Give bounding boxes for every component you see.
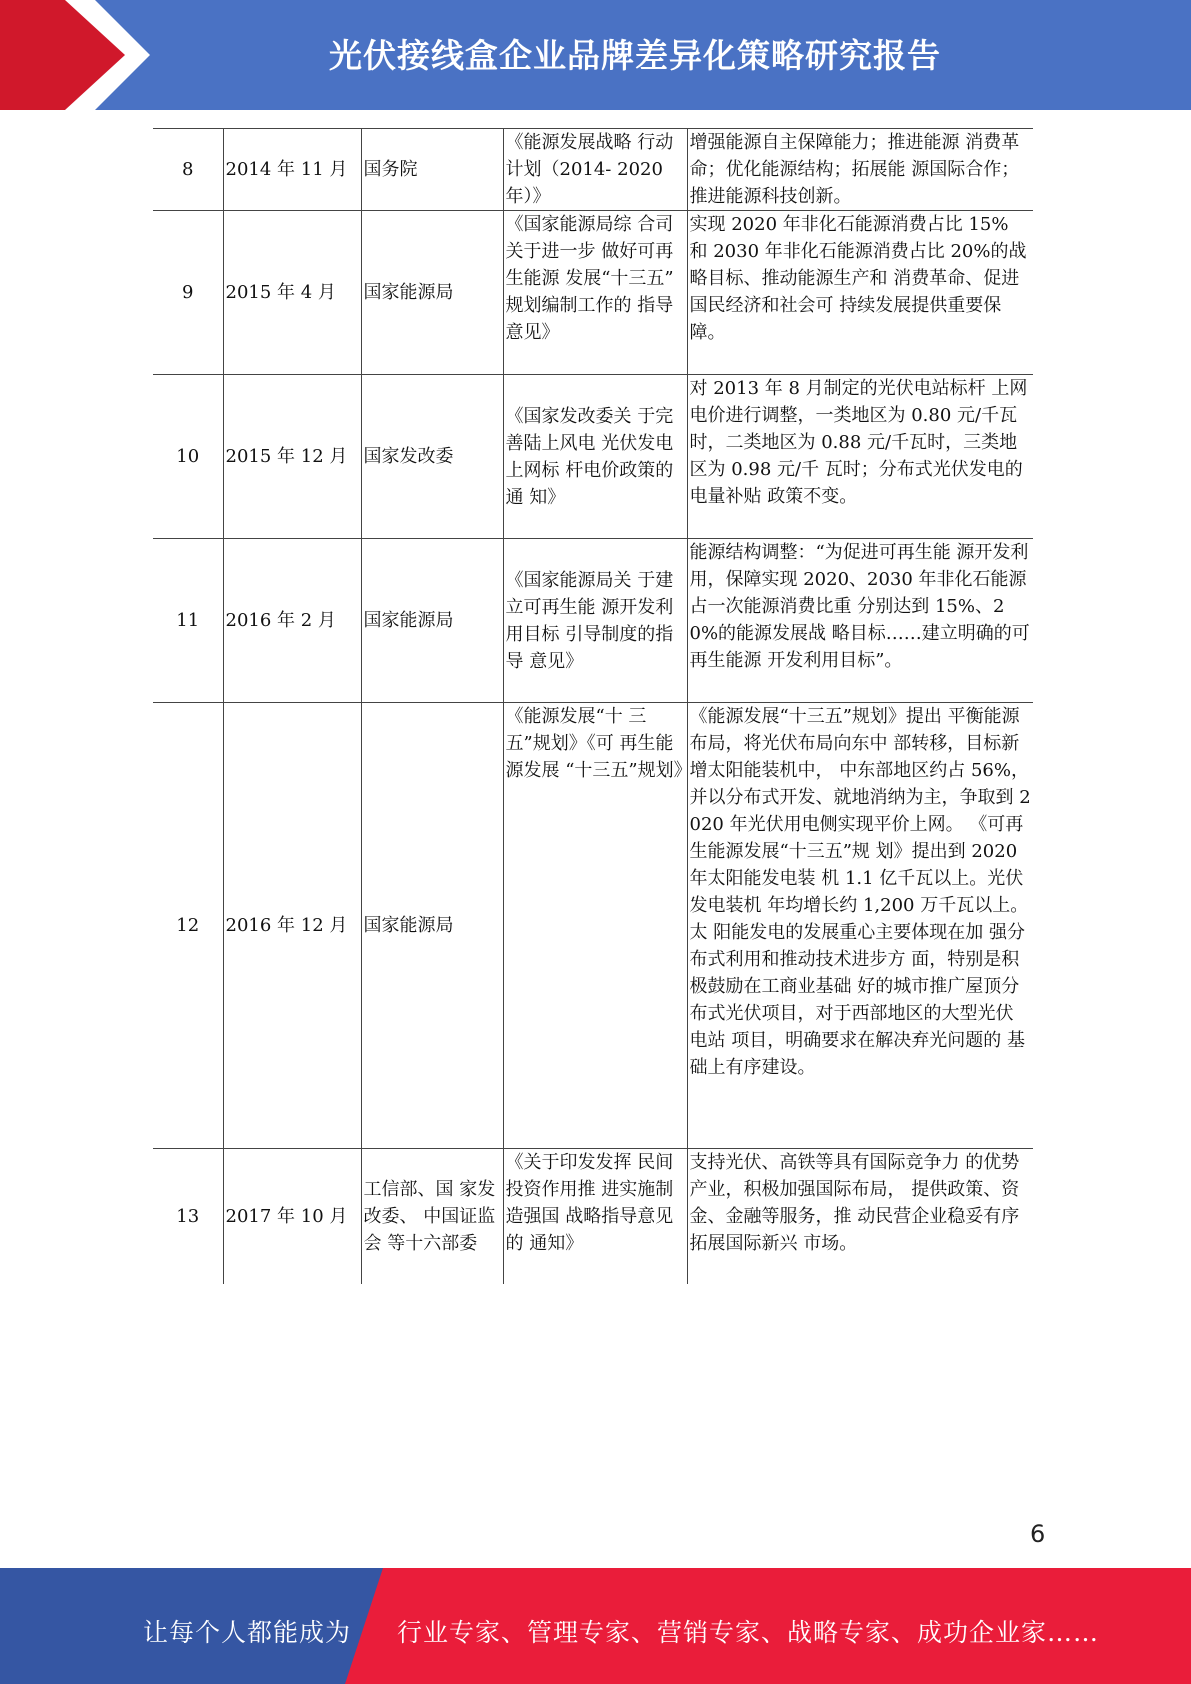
table-row [153,1149,1033,1284]
row-date: 2016 年 2 月 [223,539,361,703]
table-row [153,703,1033,1149]
row-content: 支持光伏、高铁等具有国际竞争力 的优势产业，积极加强国际布局， 提供政策、资金、金融等服务，推 动民营企业稳妥有序拓展国际新兴 市场。 [687,1149,1033,1284]
policy-table [153,128,1033,1284]
table-row [153,375,1033,539]
page-number: 6 [1030,1520,1046,1548]
row-content: 实现 2020 年非化石能源消费占比 15% 和 2030 年非化石能源消费占比 20%的战略目标、推动能源生产和 消费革命、促进国民经济和社会可 持续发展提供重要保障。 [687,211,1033,375]
row-document: 《能源发展战略 行动计划（2014- 2020 年）》 [503,129,687,211]
report-title: 光伏接线盒企业品牌差异化策略研究报告 [329,36,941,75]
row-content: 对 2013 年 8 月制定的光伏电站标杆 上网电价进行调整，一类地区为 0.80 元/千瓦时，二类地区为 0.88 元/千瓦时，三类地区为 0.98 元/千 瓦时；分布式光伏发电的电量补贴 政策不变。 [687,375,1033,539]
row-number: 13 [176,1205,200,1227]
row-issuer: 工信部、国 家发改委、 中国证监会 等十六部委 [361,1149,503,1284]
row-issuer: 国家发改委 [361,375,503,539]
row-issuer: 国家能源局 [361,703,503,1149]
row-document: 《国家发改委关 于完善陆上风电 光伏发电上网标 杆电价政策的通 知》 [503,375,687,539]
row-date: 2017 年 10 月 [223,1149,361,1284]
row-document: 《关于印发发挥 民间投资作用推 进实施制造强国 战略指导意见的 通知》 [503,1149,687,1284]
row-number: 8 [153,129,223,211]
table-row [153,129,1033,211]
row-number: 11 [153,539,223,703]
row-content: 能源结构调整：“为促进可再生能 源开发利用，保障实现 2020、2030 年非化石能源占一次能源消费比重 分别达到 15%、20%的能源发展战 略目标……建立明确的可再生能源 开发利用目标”。 [687,539,1033,703]
row-document: 《国家能源局综 合司关于进一步 做好可再生能源 发展“十三五” 规划编制工作的 指导意见》 [503,211,687,375]
row-document: 《国家能源局关 于建立可再生能 源开发利用目标 引导制度的指导 意见》 [503,539,687,703]
table-row [153,539,1033,703]
row-content: 《能源发展“十三五”规划》提出 平衡能源布局，将光伏布局向东中 部转移，目标新增太阳能装机中， 中东部地区约占 56%，并以分布式开发、就地消纳为主，争取到 2020 年光伏用电侧实现平价上网。 《可再生能源发展“十三五”规 划》提出到 2020 年太阳能发电装 机 1.1 亿千瓦以上。光伏发电装机 年均增长约 1,200 万千瓦以上。太 阳能发电的发展重心主要体现在加 强分布式利用和推动技术进步方 面，特别是积极鼓励在工商业基础 好的城市推广屋顶分布式光伏项目，对于西部地区的大型光伏电站 项目，明确要求在解决弃光问题的 基础上有序建设。 [687,703,1033,1149]
row-date: 2016 年 12 月 [223,703,361,1149]
row-date: 2014 年 11 月 [223,129,361,211]
table-row [153,211,1033,375]
footer-slogan-right: 行业专家、管理专家、营销专家、战略专家、成功企业家…… [397,1618,1100,1647]
row-issuer: 国家能源局 [361,539,503,703]
header-banner [0,0,1191,110]
row-number: 12 [153,703,223,1149]
row-issuer: 国务院 [361,129,503,211]
footer-slogan-left: 让每个人都能成为 [143,1618,352,1647]
row-date: 2015 年 4 月 [223,211,361,375]
header-red-chevron-icon [0,0,150,110]
row-date: 2015 年 12 月 [223,375,361,539]
row-issuer: 国家能源局 [361,211,503,375]
footer-banner [0,1568,1191,1684]
row-number: 10 [153,375,223,539]
row-number: 9 [153,211,223,375]
row-content: 增强能源自主保障能力；推进能源 消费革命；优化能源结构；拓展能 源国际合作；推进能源科技创新。 [687,129,1033,211]
row-document: 《能源发展“十 三五”规划》《可 再生能源发展 “十三五”规划》 [503,703,687,1149]
